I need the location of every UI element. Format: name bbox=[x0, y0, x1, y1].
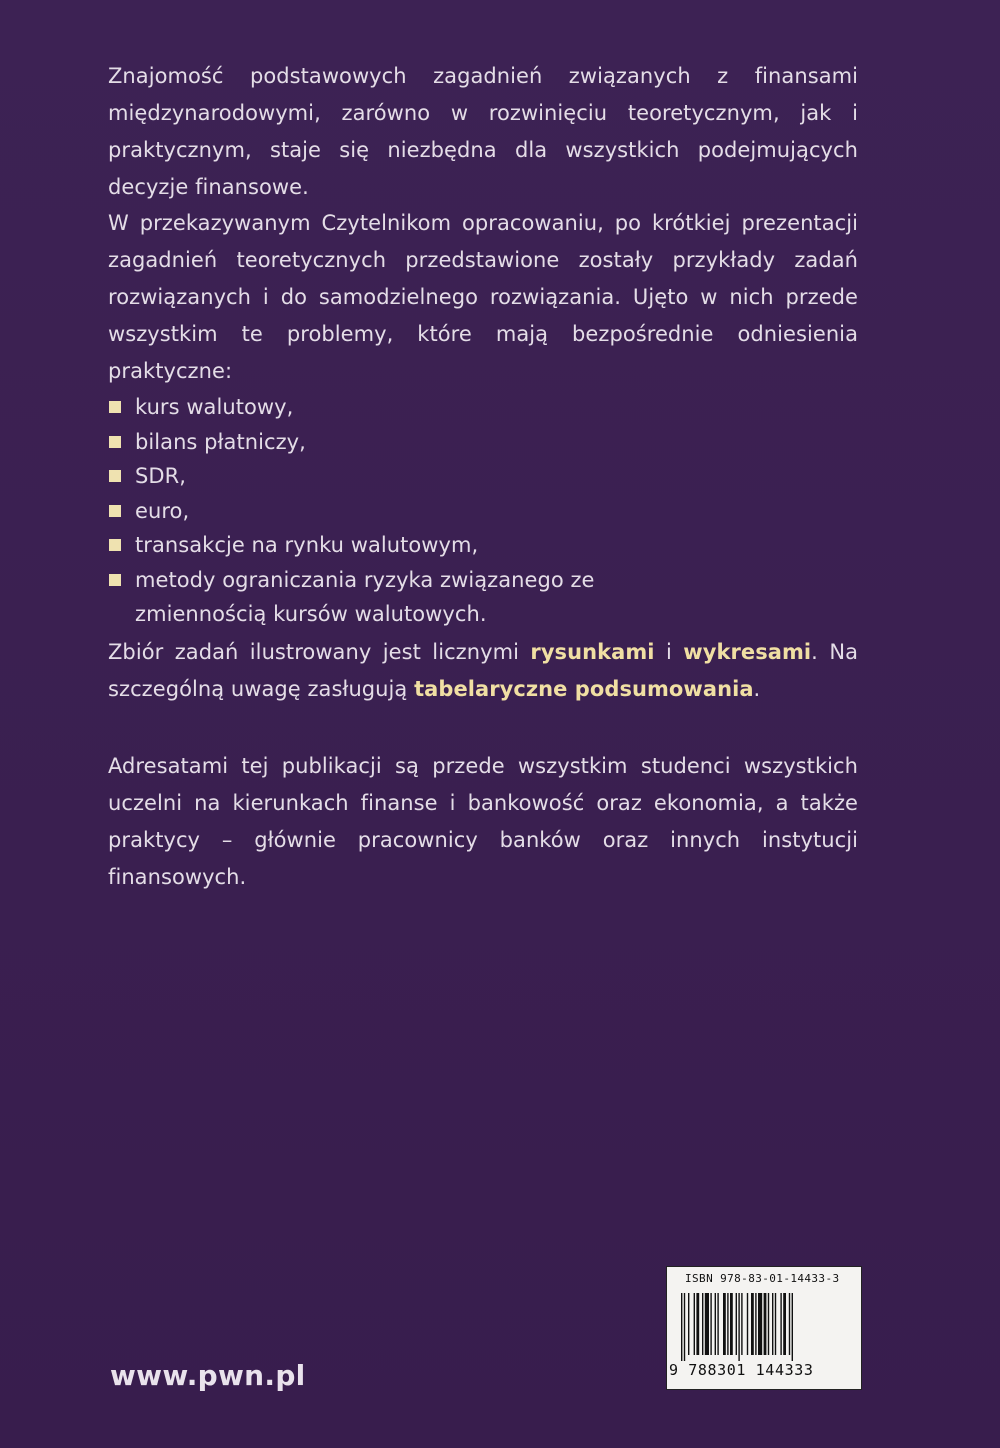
topic-list bbox=[108, 390, 858, 632]
barcode-bar bbox=[772, 1293, 773, 1355]
text-run: i bbox=[654, 640, 684, 664]
text-run: Zbiór zadań ilustrowany jest licznymi bbox=[108, 640, 531, 664]
highlight-tabelaryczne: tabelaryczne podsumowania bbox=[414, 677, 754, 701]
highlight-wykresami: wykresami bbox=[683, 640, 812, 664]
intro-paragraph bbox=[108, 58, 858, 206]
barcode-bar bbox=[758, 1293, 762, 1355]
illustrations-text bbox=[108, 634, 858, 708]
barcode-bar bbox=[738, 1293, 739, 1361]
list-item-label: SDR, bbox=[135, 464, 186, 488]
barcode-panel bbox=[666, 1266, 862, 1390]
barcode-bar bbox=[736, 1293, 737, 1355]
ean-digits: 9 788301 144333 bbox=[669, 1361, 814, 1379]
barcode-icon bbox=[681, 1293, 849, 1361]
barcode-bar bbox=[780, 1293, 781, 1355]
barcode-bar bbox=[702, 1293, 703, 1355]
barcode-bar bbox=[688, 1293, 689, 1355]
square-bullet-icon bbox=[109, 436, 121, 448]
list-item-label: transakcje na rynku walutowym, bbox=[135, 533, 479, 557]
list-item bbox=[108, 528, 858, 563]
list-item bbox=[108, 425, 858, 460]
square-bullet-icon bbox=[109, 574, 121, 586]
barcode-bar bbox=[792, 1293, 793, 1361]
isbn-label: ISBN 978-83-01-14433-3 bbox=[685, 1272, 840, 1285]
barcode-bar bbox=[696, 1293, 699, 1355]
list-item bbox=[108, 563, 858, 632]
barcode-bar bbox=[727, 1293, 728, 1355]
list-item-label: kurs walutowy, bbox=[135, 395, 294, 419]
list-item bbox=[108, 459, 858, 494]
intro-text: Znajomość podstawowych zagadnień związanych z finansami międzynarodowymi, zarówno w rozwinięciu teoretycznym, jak i praktycznym, staje się niezbędna dla wszystkich podejmujących decyzje finansowe. bbox=[108, 64, 858, 199]
barcode-bar bbox=[710, 1293, 711, 1355]
text-run: . bbox=[753, 677, 761, 701]
barcode-bar bbox=[715, 1293, 716, 1355]
audience-paragraph bbox=[108, 748, 858, 896]
square-bullet-icon bbox=[109, 401, 121, 413]
barcode-bar bbox=[751, 1293, 754, 1355]
barcode-bar bbox=[747, 1293, 748, 1355]
audience-text: Adresatami tej publikacji są przede wszystkim studenci wszystkich uczelni na kierunkach finanse i bankowość oraz ekonomia, a także praktycy – głównie pracownicy banków oraz innych instytucji finansowych. bbox=[108, 754, 858, 889]
barcode-bar bbox=[681, 1293, 682, 1361]
square-bullet-icon bbox=[109, 470, 121, 482]
barcode-bar bbox=[789, 1293, 790, 1355]
barcode-bar bbox=[684, 1293, 685, 1361]
barcode-bar bbox=[730, 1293, 733, 1355]
list-item bbox=[108, 390, 858, 425]
barcode-bar bbox=[775, 1293, 776, 1355]
barcode-bar bbox=[768, 1293, 769, 1355]
text-run: . Na szczególną uwagę zasługują bbox=[108, 640, 858, 701]
barcode-bar bbox=[694, 1293, 695, 1355]
highlight-rysunkami: rysunkami bbox=[530, 640, 655, 664]
barcode-bar bbox=[723, 1293, 726, 1355]
barcode-bar bbox=[755, 1293, 756, 1355]
barcode-bar bbox=[705, 1293, 709, 1355]
content-paragraph bbox=[108, 205, 858, 632]
barcode-bar bbox=[764, 1293, 767, 1355]
barcode-bar bbox=[783, 1293, 786, 1355]
square-bullet-icon bbox=[109, 539, 121, 551]
illustrations-paragraph bbox=[108, 634, 858, 708]
barcode-bar bbox=[717, 1293, 718, 1355]
website-url[interactable]: www.pwn.pl bbox=[110, 1359, 306, 1392]
barcode-bar bbox=[741, 1293, 742, 1355]
list-item-label: metody ograniczania ryzyka związanego ze zmiennością kursów walutowych. bbox=[135, 567, 595, 626]
square-bullet-icon bbox=[109, 505, 121, 517]
list-item-label: euro, bbox=[135, 498, 190, 523]
list-item bbox=[108, 494, 858, 529]
list-item-label: bilans płatniczy, bbox=[135, 429, 306, 454]
content-text: W przekazywanym Czytelnikom opracowaniu, po krótkiej prezentacji zagadnień teoretycznych przedstawione zostały przykłady zadań rozwiązanych i do samodzielnego rozwiązania. Ujęto w nich przede wszystkim te problemy, które mają bezpośrednie odniesienia praktyczne: bbox=[108, 211, 858, 383]
